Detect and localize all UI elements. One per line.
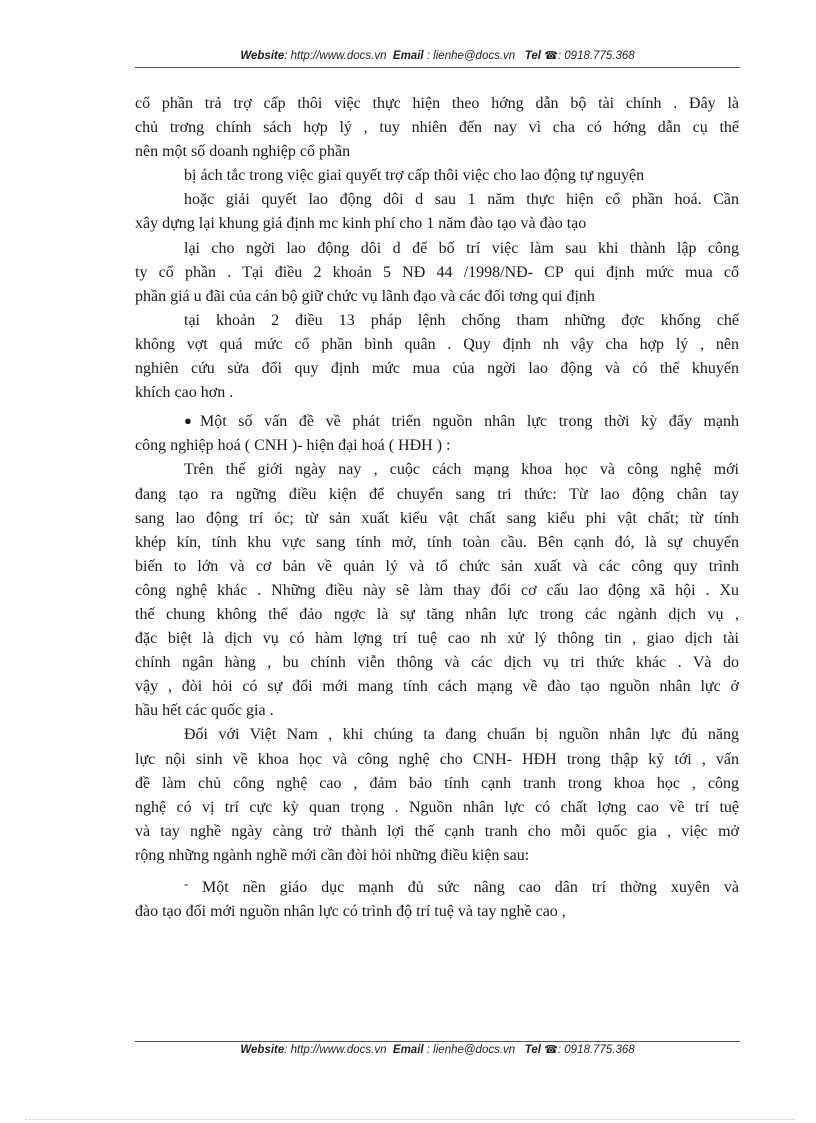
text-line: Đối với Việt Nam , khi chúng ta đang chuẩn bị nguồn nhân lực đủ năng xyxy=(184,726,739,744)
text-line: xây dựng lại khung giá định mc kinh phí cho 1 năm đào tạo và đào tạo xyxy=(135,215,587,233)
text-line: ty cổ phần . Tại điều 2 khoản 5 NĐ 44 /1998/NĐ- CP qui định mức mua cổ xyxy=(135,263,739,281)
phone-icon: ☎ xyxy=(544,50,558,62)
paragraph-6 xyxy=(135,458,739,723)
paragraph-4 xyxy=(135,237,739,309)
text-line xyxy=(135,409,739,434)
text-line: biến to lớn và cơ bản về quản lý và tổ chức sản xuất và các công quy trình xyxy=(135,557,739,575)
bullet-text: Một số vấn đề về phát triển nguồn nhân lực trong thời kỳ đẩy mạnh xyxy=(200,413,739,431)
text-line: lại cho ngời lao động dôi d để bố trí việc làm sau khi thành lập công xyxy=(184,239,739,257)
paragraph-2 xyxy=(135,164,739,188)
header-email-label: Email xyxy=(392,50,424,62)
footer-email-label: Email xyxy=(392,1044,424,1056)
text-line: nghệ có vị trí cực kỳ quan trọng . Nguồn nhân lực có chất lợng cao về trí tuệ xyxy=(135,798,739,816)
dash-item xyxy=(135,872,739,924)
text-line: không vợt quá mức cổ phần bình quân . Quy định nh vậy cha hợp lý , nên xyxy=(135,335,739,353)
text-line: chính ngân hàng , bu chính viễn thông và các dịch vụ tri thức khác . Và do xyxy=(135,654,739,672)
dash-item-text: Một nền giáo dục mạnh đủ sức nâng cao dân trí thờng xuyên và xyxy=(202,879,739,896)
phone-icon: ☎ xyxy=(544,1044,558,1056)
text-line: Trên thế giới ngày nay , cuộc cách mạng khoa học và công nghệ mới xyxy=(184,461,739,479)
header-email-value[interactable]: : lienhe@docs.vn xyxy=(426,50,516,62)
text-line: cổ phần trả trợ cấp thôi việc thực hiện theo hớng dẫn bộ tài chính . Đây là xyxy=(135,95,739,112)
text-line: thế chung không thể đảo ngợc là sự tăng nhân lực trong các ngành dịch vụ , xyxy=(135,605,739,623)
header-website-value[interactable]: : http://www.docs.vn xyxy=(284,50,387,62)
header-tel-label: Tel xyxy=(524,50,541,62)
text-line: hầu hết các quốc gia . xyxy=(135,702,274,720)
text-line: và tay nghề ngày càng trở thành lợi thế cạnh tranh cho mỗi quốc gia , việc mở xyxy=(135,822,739,840)
text-line: sang lao động trí óc; từ sản xuất kiểu vật chất sang kiểu phi vật chất; từ tính xyxy=(135,509,739,527)
paragraph-5 xyxy=(135,309,739,405)
text-line: đề làm chủ công nghệ cao , đảm bảo tính cạnh tranh trong khoa học , công xyxy=(135,774,739,792)
text-line: vậy , đòi hỏi có sự đổi mới mang tính cách mạng về đào tạo nguồn nhân lực ở xyxy=(135,678,739,696)
text-line: khích cao hơn . xyxy=(135,384,234,402)
footer-tel-value: : 0918.775.368 xyxy=(557,1044,635,1056)
document-body xyxy=(135,92,739,924)
text-line: rộng những ngành nghề mới cần đòi hỏi những điều kiện sau: xyxy=(135,846,530,864)
text-line: đào tạo đổi mới nguồn nhân lực có trình độ trí tuệ và tay nghề cao , xyxy=(135,903,566,921)
text-line xyxy=(135,872,739,900)
text-line: công nghiệp hoá ( CNH )- hiện đại hoá ( HĐH ) : xyxy=(135,437,451,455)
page-edge-divider xyxy=(25,1119,795,1120)
text-line: công nghệ khác . Những điều này sẽ làm thay đổi cơ cấu lao động xã hội . Xu xyxy=(135,581,739,599)
dash-icon: - xyxy=(184,876,189,891)
text-line: đặc biệt là dịch vụ có hàm lợng trí tuệ cao nh xử lý thông tin , giao dịch tài xyxy=(135,630,739,648)
text-line: phần giá u đãi của cán bộ giữ chức vụ lãnh đạo và các đối tơng qui định xyxy=(135,287,595,305)
bullet-heading xyxy=(135,409,739,458)
header-tel-value: : 0918.775.368 xyxy=(557,50,635,62)
text-line: chủ trơng chính sách hợp lý , tuy nhiên đến nay vì cha có hớng dẫn cụ thể xyxy=(135,119,739,137)
text-line: đang tạo ra ngững điều kiện để chuyển sang tri thức: Từ lao động chân tay xyxy=(135,485,739,503)
text-line: hoặc giải quyết lao động dôi d sau 1 năm thực hiện cổ phần hoá. Cần xyxy=(184,191,739,209)
text-line: lực nội sinh về khoa học và công nghệ cho CNH- HĐH trong thập kỷ tới , vấn xyxy=(135,750,739,768)
footer-tel-label: Tel xyxy=(524,1044,541,1056)
paragraph-1 xyxy=(135,92,739,164)
page-footer xyxy=(135,1041,740,1059)
paragraph-7 xyxy=(135,723,739,868)
header-website-label: Website xyxy=(240,50,285,62)
text-line: nghiên cứu sửa đổi quy định mức mua của ngời lao động và có thể khuyến xyxy=(135,360,739,378)
text-line: tại khoản 2 điều 13 pháp lệnh chống tham những đợc khống chế xyxy=(184,311,739,329)
page-header xyxy=(135,49,740,68)
text-line: bị ách tắc trong việc giai quyết trợ cấp thôi việc cho lao động tự nguyện xyxy=(184,167,645,185)
footer-email-value[interactable]: : lienhe@docs.vn xyxy=(426,1044,516,1056)
paragraph-3 xyxy=(135,188,739,236)
text-line: nên một số doanh nghiệp cổ phần xyxy=(135,143,351,161)
bullet-icon: ● xyxy=(184,413,192,429)
text-line: khép kín, tính khu vực sang tính mở, tính toàn cầu. Bên cạnh đó, là sự chuyển xyxy=(135,533,739,551)
footer-website-label: Website xyxy=(240,1044,285,1056)
footer-website-value[interactable]: : http://www.docs.vn xyxy=(284,1044,387,1056)
